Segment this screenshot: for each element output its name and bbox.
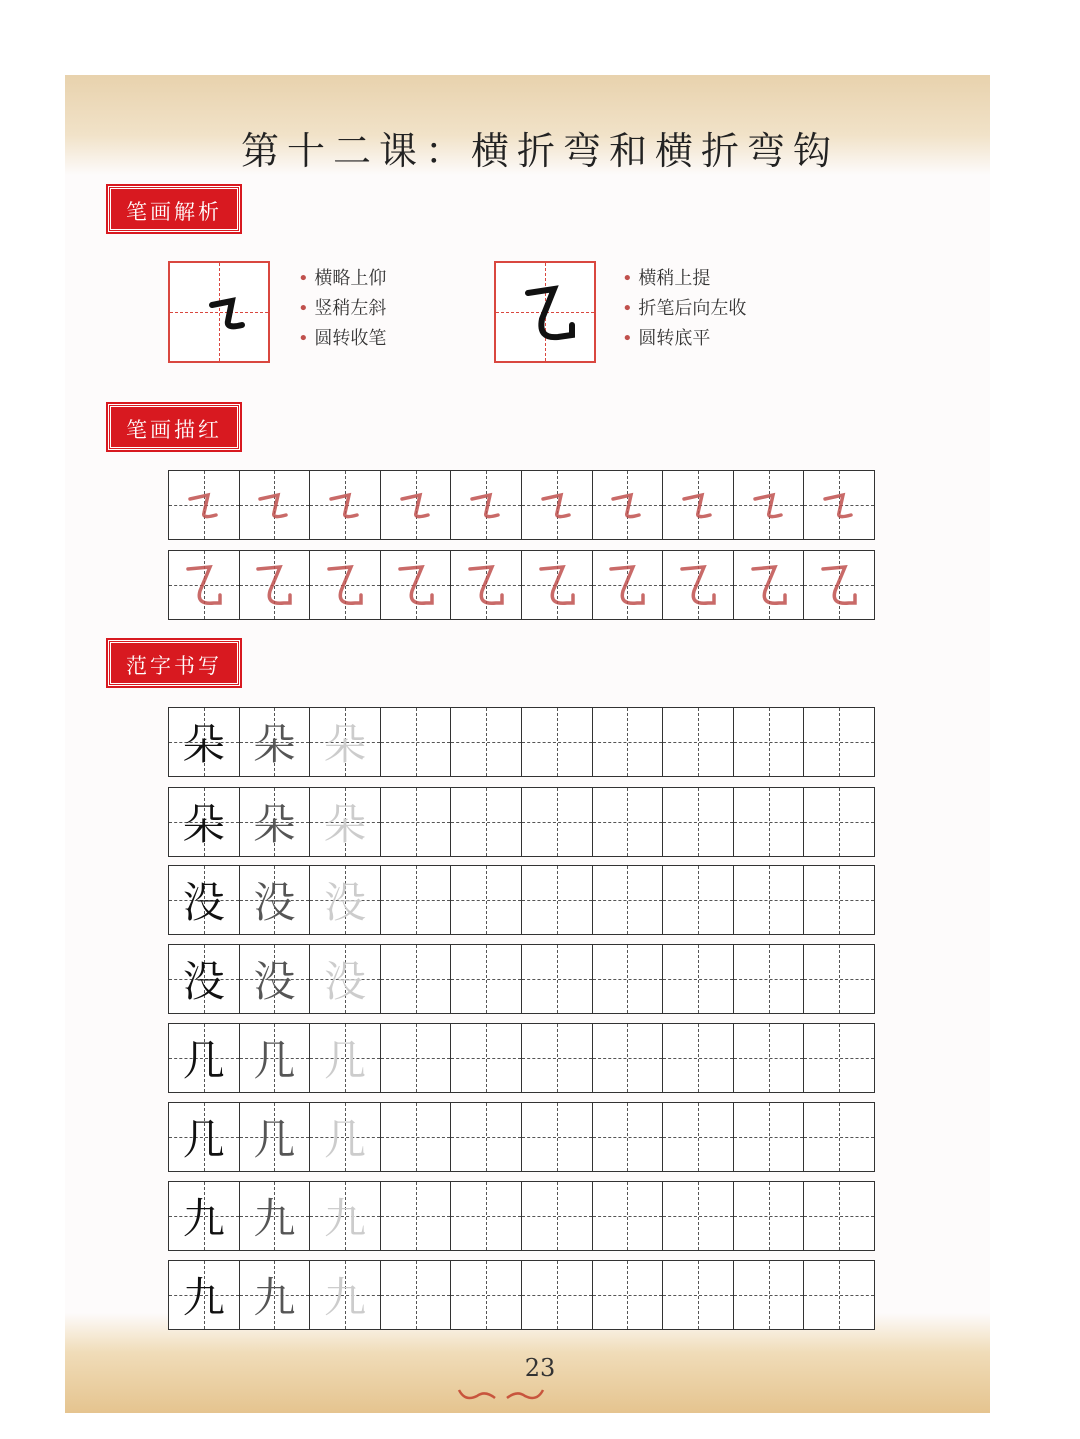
practice-cell[interactable] — [663, 1103, 734, 1171]
practice-cell[interactable] — [804, 788, 874, 856]
practice-cell[interactable] — [381, 1024, 452, 1092]
lesson-title: 第十二课：横折弯和横折弯钩 — [240, 129, 839, 173]
trace-char-light: 朵 — [323, 800, 366, 849]
trace-stroke-icon — [461, 560, 511, 610]
trace-cell[interactable] — [804, 471, 874, 539]
trace-stroke-icon — [814, 560, 864, 610]
practice-cell[interactable] — [593, 1261, 664, 1329]
trace-cell[interactable] — [593, 471, 664, 539]
trace-stroke-icon — [673, 480, 723, 530]
practice-row — [168, 1181, 875, 1251]
trace-stroke-icon — [602, 560, 652, 610]
trace-char-light: 九 — [323, 1273, 366, 1322]
practice-cell[interactable] — [593, 708, 664, 776]
practice-cell[interactable] — [522, 708, 593, 776]
trace-cell[interactable] — [522, 551, 593, 619]
practice-cell[interactable] — [240, 945, 311, 1013]
trace-char-light: 朵 — [323, 720, 366, 769]
trace-char-gray: 九 — [253, 1194, 296, 1243]
trace-cell[interactable] — [169, 471, 240, 539]
trace-cell[interactable] — [381, 471, 452, 539]
model-char: 没 — [182, 878, 225, 927]
practice-cell[interactable] — [734, 1024, 805, 1092]
model-char: 几 — [182, 1115, 225, 1164]
stroke-hzw-icon — [170, 263, 272, 365]
practice-cell[interactable] — [240, 1103, 311, 1171]
practice-cell[interactable] — [451, 708, 522, 776]
practice-row — [168, 787, 875, 857]
practice-cell[interactable] — [451, 1261, 522, 1329]
practice-cell[interactable] — [310, 708, 381, 776]
practice-cell[interactable] — [169, 1024, 240, 1092]
practice-cell[interactable] — [381, 866, 452, 934]
practice-cell[interactable] — [663, 1261, 734, 1329]
practice-cell[interactable] — [240, 788, 311, 856]
practice-cell[interactable] — [169, 1261, 240, 1329]
trace-char-gray: 几 — [253, 1036, 296, 1085]
practice-cell[interactable] — [451, 788, 522, 856]
practice-cell[interactable] — [804, 1103, 874, 1171]
trace-char-light: 九 — [323, 1194, 366, 1243]
practice-cell[interactable] — [522, 1103, 593, 1171]
practice-cell[interactable] — [663, 1182, 734, 1250]
section-badge-trace: 笔画描红 — [108, 404, 240, 450]
practice-row — [168, 1260, 875, 1330]
practice-cell[interactable] — [381, 788, 452, 856]
trace-stroke-icon — [814, 480, 864, 530]
tips-hzwg: • 横稍上提 • 折笔后向左收 • 圆转底平 — [622, 264, 746, 354]
trace-stroke-icon — [391, 560, 441, 610]
practice-cell[interactable] — [804, 1261, 874, 1329]
practice-row — [168, 707, 875, 777]
practice-cell[interactable] — [804, 708, 874, 776]
practice-row — [168, 1102, 875, 1172]
trace-cell[interactable] — [169, 551, 240, 619]
trace-cell[interactable] — [663, 471, 734, 539]
practice-cell[interactable] — [169, 708, 240, 776]
practice-row — [168, 944, 875, 1014]
practice-cell[interactable] — [804, 866, 874, 934]
page-number: 23 — [524, 1354, 556, 1382]
practice-cell[interactable] — [310, 1103, 381, 1171]
trace-stroke-icon — [744, 480, 794, 530]
practice-row — [168, 865, 875, 935]
practice-cell[interactable] — [734, 788, 805, 856]
trace-stroke-icon — [179, 480, 229, 530]
trace-stroke-icon — [249, 560, 299, 610]
practice-cell[interactable] — [734, 866, 805, 934]
practice-cell[interactable] — [522, 1182, 593, 1250]
practice-cell[interactable] — [310, 788, 381, 856]
ornament-icon — [455, 1382, 547, 1404]
trace-stroke-icon — [602, 480, 652, 530]
trace-stroke-icon — [673, 560, 723, 610]
trace-stroke-icon — [320, 480, 370, 530]
stroke-box-hzwg — [494, 261, 596, 363]
trace-char-gray: 朵 — [253, 720, 296, 769]
practice-cell[interactable] — [240, 708, 311, 776]
practice-cell[interactable] — [451, 1103, 522, 1171]
practice-cell[interactable] — [451, 1182, 522, 1250]
trace-cell[interactable] — [734, 551, 805, 619]
practice-cell[interactable] — [381, 1182, 452, 1250]
practice-cell[interactable] — [734, 708, 805, 776]
practice-cell[interactable] — [451, 1024, 522, 1092]
trace-char-gray: 没 — [253, 878, 296, 927]
practice-cell[interactable] — [522, 1261, 593, 1329]
practice-cell[interactable] — [240, 1261, 311, 1329]
trace-char-light: 几 — [323, 1036, 366, 1085]
practice-cell[interactable] — [169, 1103, 240, 1171]
practice-cell[interactable] — [593, 1182, 664, 1250]
practice-cell[interactable] — [169, 788, 240, 856]
trace-char-gray: 几 — [253, 1115, 296, 1164]
trace-stroke-icon — [249, 480, 299, 530]
model-char: 朵 — [182, 800, 225, 849]
practice-cell[interactable] — [240, 866, 311, 934]
practice-cell[interactable] — [310, 866, 381, 934]
tips-hzw: • 横略上仰 • 竖稍左斜 • 圆转收笔 — [298, 264, 386, 354]
practice-cell[interactable] — [663, 788, 734, 856]
trace-row — [168, 550, 875, 620]
trace-char-gray: 没 — [253, 957, 296, 1006]
practice-cell[interactable] — [451, 945, 522, 1013]
practice-cell[interactable] — [663, 1024, 734, 1092]
trace-char-light: 没 — [323, 957, 366, 1006]
practice-cell[interactable] — [663, 945, 734, 1013]
trace-stroke-icon — [391, 480, 441, 530]
trace-stroke-icon — [461, 480, 511, 530]
trace-stroke-icon — [744, 560, 794, 610]
practice-cell[interactable] — [593, 788, 664, 856]
practice-cell[interactable] — [381, 708, 452, 776]
trace-cell[interactable] — [451, 471, 522, 539]
practice-cell[interactable] — [593, 945, 664, 1013]
practice-cell[interactable] — [734, 1261, 805, 1329]
practice-cell[interactable] — [381, 1261, 452, 1329]
practice-cell[interactable] — [310, 1024, 381, 1092]
practice-cell[interactable] — [522, 866, 593, 934]
practice-cell[interactable] — [451, 866, 522, 934]
model-char: 九 — [182, 1273, 225, 1322]
stroke-hzwg-icon — [496, 263, 598, 365]
trace-cell[interactable] — [310, 471, 381, 539]
practice-cell[interactable] — [169, 866, 240, 934]
model-char: 朵 — [182, 720, 225, 769]
practice-cell[interactable] — [663, 866, 734, 934]
stroke-box-hzw — [168, 261, 270, 363]
trace-char-gray: 九 — [253, 1273, 296, 1322]
model-char: 几 — [182, 1036, 225, 1085]
practice-cell[interactable] — [593, 866, 664, 934]
practice-row — [168, 1023, 875, 1093]
trace-cell[interactable] — [522, 471, 593, 539]
practice-cell[interactable] — [310, 1261, 381, 1329]
trace-char-light: 没 — [323, 878, 366, 927]
practice-cell[interactable] — [169, 1182, 240, 1250]
practice-cell[interactable] — [804, 1024, 874, 1092]
practice-cell[interactable] — [240, 1182, 311, 1250]
trace-cell[interactable] — [663, 551, 734, 619]
trace-stroke-icon — [179, 560, 229, 610]
practice-cell[interactable] — [663, 708, 734, 776]
trace-cell[interactable] — [734, 471, 805, 539]
practice-cell[interactable] — [804, 945, 874, 1013]
practice-cell[interactable] — [734, 945, 805, 1013]
practice-cell[interactable] — [381, 1103, 452, 1171]
section-badge-model: 范字书写 — [108, 640, 240, 686]
practice-cell[interactable] — [522, 945, 593, 1013]
trace-cell[interactable] — [240, 471, 311, 539]
practice-cell[interactable] — [734, 1182, 805, 1250]
trace-cell[interactable] — [381, 551, 452, 619]
trace-cell[interactable] — [240, 551, 311, 619]
trace-cell[interactable] — [804, 551, 874, 619]
trace-stroke-icon — [320, 560, 370, 610]
model-char: 九 — [182, 1194, 225, 1243]
practice-cell[interactable] — [734, 1103, 805, 1171]
trace-cell[interactable] — [310, 551, 381, 619]
trace-stroke-icon — [532, 480, 582, 530]
practice-cell[interactable] — [310, 945, 381, 1013]
practice-cell[interactable] — [310, 1182, 381, 1250]
trace-char-light: 几 — [323, 1115, 366, 1164]
practice-cell[interactable] — [593, 1024, 664, 1092]
practice-cell[interactable] — [593, 1103, 664, 1171]
practice-cell[interactable] — [804, 1182, 874, 1250]
trace-cell[interactable] — [593, 551, 664, 619]
practice-cell[interactable] — [169, 945, 240, 1013]
trace-stroke-icon — [532, 560, 582, 610]
trace-char-gray: 朵 — [253, 800, 296, 849]
trace-row — [168, 470, 875, 540]
trace-cell[interactable] — [451, 551, 522, 619]
practice-cell[interactable] — [240, 1024, 311, 1092]
practice-cell[interactable] — [381, 945, 452, 1013]
practice-cell[interactable] — [522, 788, 593, 856]
model-char: 没 — [182, 957, 225, 1006]
practice-cell[interactable] — [522, 1024, 593, 1092]
section-badge-analysis: 笔画解析 — [108, 186, 240, 232]
